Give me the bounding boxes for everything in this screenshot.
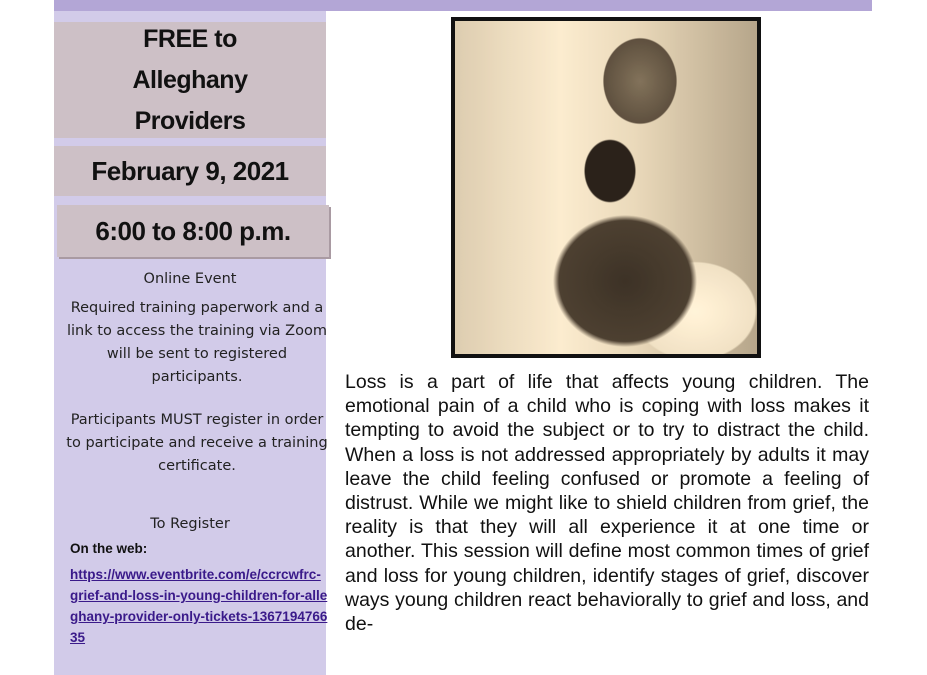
description-paragraph: Loss is a part of life that affects young children. The emotional pain of a child who is coping with loss makes it tempting to avoid the subject or to try to distract the child. When a loss is not addressed appropriately by adults it may leave the child feeling confused or promote a feeling of distrust. While we might like to shield children from grief, the reality is that they will all experience it at one time or another. This session will define most common times of grief and loss for young children, identify stages of grief, discover ways young children react behaviorally to grief and loss, and de- — [345, 371, 869, 636]
register-link[interactable]: https://www.eventbrite.com/e/ccrcwfrc-grief-and-loss-in-young-children-for-alleghany-provider-only-tickets-136719476635 — [70, 567, 328, 645]
register-heading: To Register — [150, 516, 230, 532]
mother-child-photo — [455, 21, 757, 354]
event-time: 6:00 to 8:00 p.m. — [57, 205, 329, 257]
free-banner — [54, 22, 326, 138]
web-label: On the web: — [70, 541, 148, 556]
photo-frame — [451, 17, 761, 358]
event-date: February 9, 2021 — [54, 146, 326, 196]
register-note: Participants MUST register in order to participate and receive a training certificate. — [66, 412, 328, 474]
paperwork-note: Required training paperwork and a link to access the training via Zoom will be sent to registered participants. — [67, 300, 327, 385]
event-type: Online Event — [143, 271, 237, 287]
free-banner-text: FREE to Alleghany Providers — [132, 24, 248, 135]
top-accent-bar — [54, 0, 872, 11]
